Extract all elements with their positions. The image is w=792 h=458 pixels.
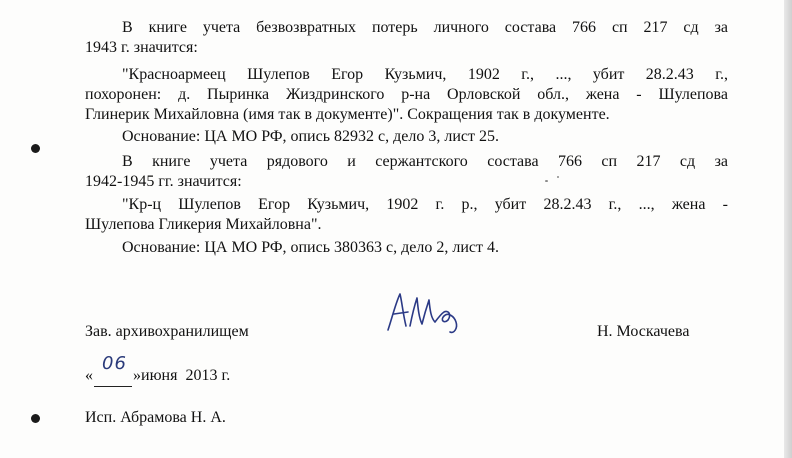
scan-edge-shadow — [784, 0, 792, 458]
date-month: »июня — [133, 367, 178, 384]
text-line-4: похоронен: д. Пыринка Жиздринского р-на Орловской обл., жена - Шулепова — [85, 86, 728, 103]
text-line-1: В книге учета безвозвратных потерь личного состава 766 сп 217 сд за — [122, 19, 728, 36]
text-line-11: Основание: ЦА МО РФ, опись 380363 с, дело 2, лист 4. — [122, 239, 499, 256]
text-line-8: 1942-1945 гг. значится: — [85, 173, 242, 190]
binder-hole-mark — [31, 144, 40, 153]
text-line-10: Шулепова Гликерия Михайловна". — [85, 216, 322, 233]
date-year: 2013 г. — [185, 367, 231, 384]
text-line-2: 1943 г. значится: — [85, 39, 198, 56]
date-day-handwritten: 06 — [102, 353, 127, 374]
document-date — [85, 353, 231, 387]
text-line-3: "Красноармеец Шулепов Егор Кузьмич, 1902 г., ..., убит 28.2.43 г., — [122, 66, 728, 83]
position-title: Зав. архивохранилищем — [85, 323, 249, 340]
date-open-quote: « — [85, 367, 93, 384]
text-line-7: В книге учета рядового и сержантского состава 766 сп 217 сд за — [122, 153, 728, 170]
signer-name: Н. Москачева — [597, 323, 690, 340]
executor-line: Исп. Абрамова Н. А. — [85, 409, 226, 426]
handwritten-signature — [382, 288, 462, 338]
scan-speck — [545, 180, 548, 182]
text-line-9: "Кр-ц Шулепов Егор Кузьмич, 1902 г. р., убит 28.2.43 г., ..., жена - — [122, 196, 728, 213]
scan-speck — [557, 176, 559, 178]
date-day-blank — [94, 353, 132, 387]
text-line-5: Глинерик Михайловна (имя так в документе)". Сокращения так в документе. — [85, 106, 610, 123]
binder-hole-mark — [31, 414, 40, 423]
text-line-6: Основание: ЦА МО РФ, опись 82932 с, дело 3, лист 25. — [122, 128, 499, 145]
